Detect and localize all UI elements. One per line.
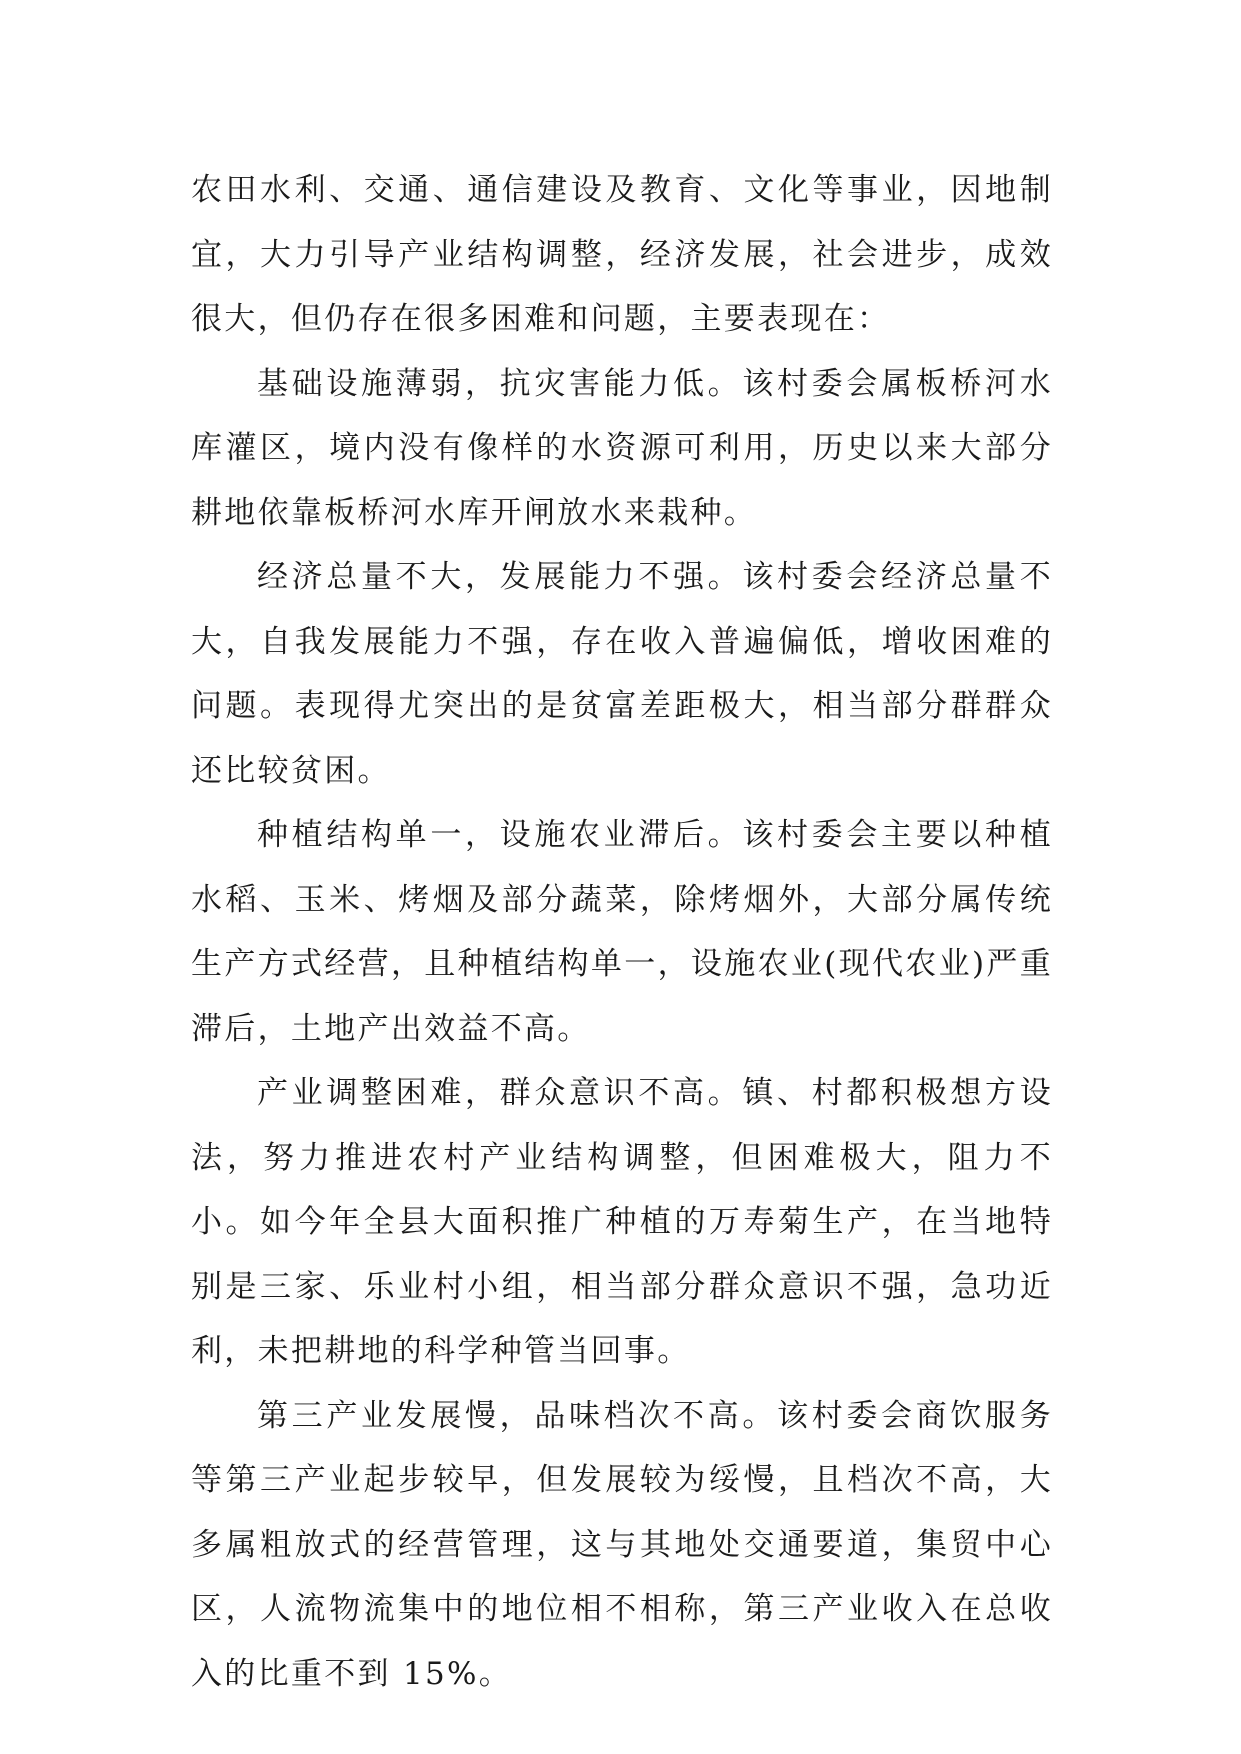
paragraph-economy: 经济总量不大，发展能力不强。该村委会经济总量不大，自我发展能力不强，存在收入普遍偏低，增收困难的问题。表现得尤突出的是贫富差距极大，相当部分群群众还比较贫困。 bbox=[191, 559, 1053, 789]
document-body bbox=[191, 158, 1053, 1706]
paragraph-intro: 农田水利、交通、通信建设及教育、文化等事业，因地制宜，大力引导产业结构调整，经济发展，社会进步，成效很大，但仍存在很多困难和问题，主要表现在： bbox=[191, 172, 1053, 337]
paragraph-infrastructure: 基础设施薄弱，抗灾害能力低。该村委会属板桥河水库灌区，境内没有像样的水资源可利用，历史以来大部分耕地依靠板桥河水库开闸放水来栽种。 bbox=[191, 365, 1053, 531]
paragraph-industry-adjustment: 产业调整困难，群众意识不高。镇、村都积极想方设法，努力推进农村产业结构调整，但困难极大，阻力不小。如今年全县大面积推广种植的万寿菊生产，在当地特别是三家、乐业村小组，相当部分群众意识不强，急功近利，未把耕地的科学种管当回事。 bbox=[191, 1075, 1053, 1369]
paragraph-tertiary-industry: 第三产业发展慢，品味档次不高。该村委会商饮服务等第三产业起步较早，但发展较为绥慢，且档次不高，大多属粗放式的经营管理，这与其地处交通要道，集贸中心区，人流物流集中的地位相不相称，第三产业收入在总收入的比重不到 15%。 bbox=[191, 1397, 1053, 1692]
paragraph-planting-structure: 种植结构单一，设施农业滞后。该村委会主要以种植水稻、玉米、烤烟及部分蔬菜，除烤烟外，大部分属传统生产方式经营，且种植结构单一，设施农业(现代农业)严重滞后，土地产出效益不高。 bbox=[191, 817, 1053, 1047]
